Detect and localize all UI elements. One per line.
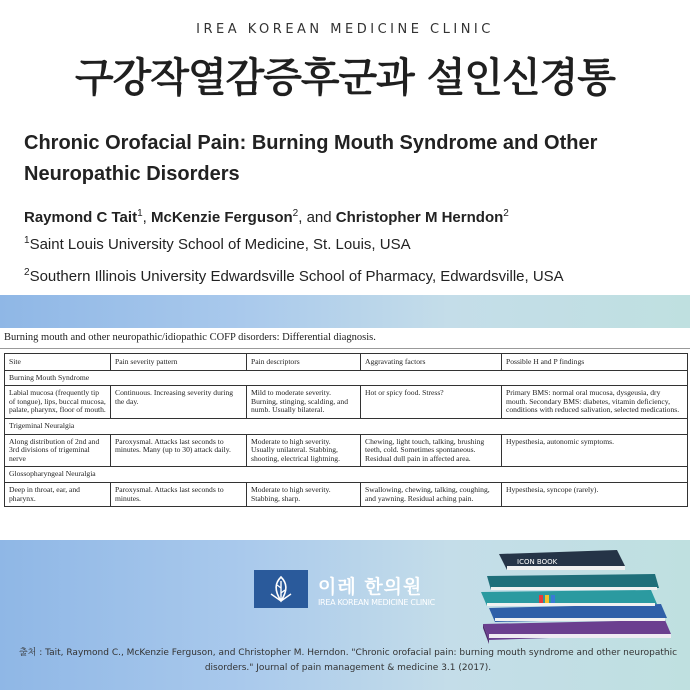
table-cell: Deep in throat, ear, and pharynx. [5, 482, 111, 506]
section-label: Burning Mouth Syndrome [5, 370, 688, 386]
table-cell: Continuous. Increasing severity during the day. [111, 386, 247, 419]
affiliation [24, 236, 674, 253]
column-header: Aggravating factors [361, 354, 502, 371]
table-cell: Hypesthesia, syncope (rarely). [502, 482, 688, 506]
table-cell: Primary BMS: normal oral mucosa, dysgeusia, dry mouth. Secondary BMS: diabetes, vitamin deficiency, conditions with reduced salivation, selected medications. [502, 386, 688, 419]
author-list [24, 209, 674, 226]
clinic-name: IREA KOREAN MEDICINE CLINIC [196, 22, 494, 37]
table-cell: Paroxysmal. Attacks last seconds to minutes. [111, 482, 247, 506]
affiliation-text: Saint Louis University School of Medicine, St. Louis, USA [29, 236, 411, 253]
affiliation [24, 268, 674, 285]
book-stack-image [475, 540, 680, 645]
table-cell: Hot or spicy food. Stress? [361, 386, 502, 419]
section-label: Glossopharyngeal Neuralgia [5, 467, 688, 483]
column-header: Site [5, 354, 111, 371]
author-name: McKenzie Ferguson [150, 209, 293, 226]
column-header: Pain descriptors [247, 354, 361, 371]
author-name: Christopher M Herndon [335, 209, 504, 226]
table-row [5, 434, 688, 467]
column-header: Possible H and P findings [502, 354, 688, 371]
table-cell: Labial mucosa (frequently tip of tongue), lips, buccal mucosa, palate, pharynx, floor of mouth. [5, 386, 111, 419]
table-cell: Along distribution of 2nd and 3rd divisions of trigeminal nerve [5, 434, 111, 467]
table-caption: Burning mouth and other neuropathic/idiopathic COFP disorders: Differential diagnosis. [4, 332, 376, 343]
table-cell: Chewing, light touch, talking, brushing teeth, cold. Sometimes spontaneous. Residual dull pain in affected area. [361, 434, 502, 467]
korean-title: 구강작열감증후군과 설인신경통 [75, 55, 615, 101]
book-spine-label: ICON BOOK [517, 558, 558, 566]
table-row [5, 482, 688, 506]
table-cell: Hypesthesia, autonomic symptoms. [502, 434, 688, 467]
section-row [5, 418, 688, 434]
affiliation-marker: 1 [24, 235, 30, 246]
book-leaf-icon [266, 574, 296, 604]
author-affiliation-marker: 1 [137, 208, 143, 219]
affiliation-marker: 2 [24, 267, 30, 278]
table-cell: Mild to moderate severity. Burning, stinging, scalding, and numb. Usually bilateral. [247, 386, 361, 419]
author-separator: , [142, 209, 151, 226]
table-cell: Moderate to high severity. Usually unilateral. Stabbing, shooting, electrical lightning. [247, 434, 361, 467]
author-affiliation-marker: 2 [292, 208, 299, 219]
caption-divider [0, 348, 690, 349]
differential-diagnosis-table-panel [0, 328, 690, 540]
author-affiliation-marker: 2 [503, 208, 509, 219]
author-separator: , and [298, 209, 336, 226]
table-cell: Swallowing, chewing, talking, coughing, and yawning. Residual aching pain. [361, 482, 502, 506]
citation-text: 출처 : Tait, Raymond C., McKenzie Ferguson, and Christopher M. Herndon. "Chronic orofacial pain: burning mouth syndrome and other neuropathic disorders." Journal of pain management & medicine 3.1 (2017). [18, 648, 678, 673]
column-header: Pain severity pattern [111, 354, 247, 371]
clinic-logo-korean: 이레 한의원 [318, 576, 423, 598]
clinic-logo [254, 570, 308, 608]
table-cell: Moderate to high severity. Stabbing, sharp. [247, 482, 361, 506]
table-header-row [5, 354, 688, 371]
affiliation-text: Southern Illinois University Edwardsville School of Pharmacy, Edwardsville, USA [29, 268, 564, 285]
section-label: Trigeminal Neuralgia [5, 418, 688, 434]
paper-title: Chronic Orofacial Pain: Burning Mouth Syndrome and Other Neuropathic Disorders [24, 132, 598, 185]
section-row [5, 370, 688, 386]
section-row [5, 467, 688, 483]
differential-diagnosis-table [4, 353, 688, 507]
table-cell: Paroxysmal. Attacks last seconds to minutes. Many (up to 30) attack daily. [111, 434, 247, 467]
author-name: Raymond C Tait [24, 209, 138, 226]
table-row [5, 386, 688, 419]
clinic-logo-english: IREA KOREAN MEDICINE CLINIC [318, 598, 435, 607]
